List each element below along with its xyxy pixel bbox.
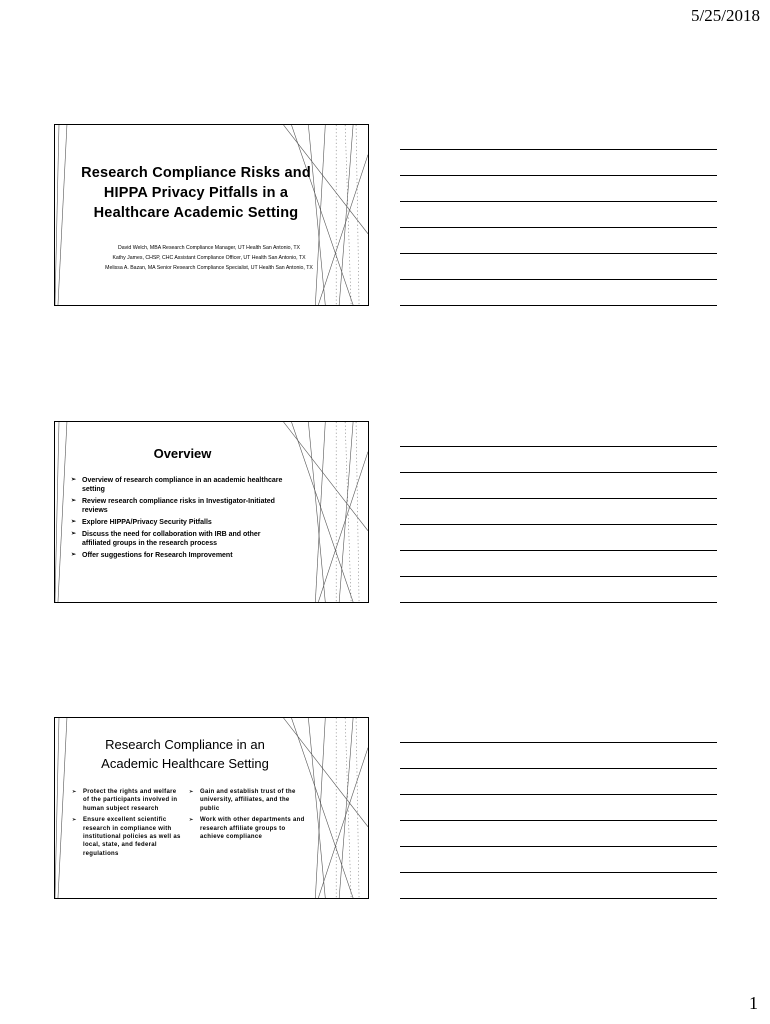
list-item	[72, 788, 184, 813]
bullet-text: Explore HIPPA/Privacy Security Pitfalls	[82, 519, 212, 526]
list-item	[189, 788, 309, 813]
list-item	[189, 816, 309, 841]
title-line: Research Compliance in an	[105, 737, 265, 752]
note-line	[400, 227, 717, 228]
bullet-text: Discuss the need for collaboration with IRB and other affiliated groups in the research process	[82, 531, 261, 547]
note-line	[400, 576, 717, 577]
slide-2-title: Overview	[153, 446, 212, 461]
list-item	[71, 551, 291, 560]
bullet-text: Overview of research compliance in an academic healthcare setting	[82, 477, 283, 493]
page-number: 1	[749, 993, 758, 1013]
note-line	[400, 846, 717, 847]
author-line: Kathy James, CHSP, CHC Assistant Compliance Officer, UT Health San Antonio, TX	[112, 255, 306, 261]
bullet-text: Protect the rights and welfare of the participants involved in human subject research	[83, 789, 178, 812]
slide-1-thumbnail	[54, 124, 369, 306]
note-line	[400, 253, 717, 254]
arrow-bullet-icon: ➢	[71, 531, 77, 537]
slide-3-right-bullet-list	[189, 788, 309, 844]
title-line: Academic Healthcare Setting	[101, 756, 269, 771]
arrow-bullet-icon: ➢	[189, 789, 194, 795]
note-line	[400, 446, 717, 447]
slide-1-title: Research Compliance Risks and HIPPA Privacy Pitfalls in a Healthcare Academic Setting	[81, 165, 311, 221]
note-line	[400, 305, 717, 306]
slide-2-bullet-list	[71, 476, 291, 563]
note-line	[400, 872, 717, 873]
bullet-text: Gain and establish trust of the university, affiliates, and the public	[200, 789, 296, 812]
note-line	[400, 602, 717, 603]
bullet-text: Review research compliance risks in Investigator-Initiated reviews	[82, 498, 275, 514]
note-line	[400, 820, 717, 821]
note-line	[400, 472, 717, 473]
note-line	[400, 768, 717, 769]
slide-1-authors	[59, 243, 359, 273]
arrow-bullet-icon: ➢	[189, 817, 194, 824]
note-line	[400, 898, 717, 899]
note-line	[400, 550, 717, 551]
arrow-bullet-icon: ➢	[72, 789, 77, 795]
note-line	[400, 149, 717, 150]
print-date: 5/25/2018	[691, 6, 760, 25]
author-line: Melissa A. Bazan, MA Senior Research Compliance Specialist, UT Health San Antonio, TX	[105, 265, 313, 271]
arrow-bullet-icon: ➢	[71, 552, 77, 558]
note-line	[400, 524, 717, 525]
arrow-bullet-icon: ➢	[71, 519, 77, 525]
note-line	[400, 175, 717, 176]
author-line: David Welch, MBA Research Compliance Manager, UT Health San Antonio, TX	[118, 245, 300, 251]
note-line	[400, 742, 717, 743]
arrow-bullet-icon: ➢	[72, 817, 77, 824]
list-item	[71, 476, 291, 494]
note-line	[400, 498, 717, 499]
slide-2-thumbnail	[54, 421, 369, 603]
bullet-text: Offer suggestions for Research Improvement	[82, 552, 233, 559]
bullet-text: Work with other departments and research affiliate groups to achieve compliance	[200, 817, 305, 841]
arrow-bullet-icon: ➢	[71, 477, 77, 483]
bullet-text: Ensure excellent scientific research in compliance with institutional policies as well as local, state, and federal regulations	[83, 817, 181, 857]
list-item	[71, 518, 291, 527]
slide-3-left-bullet-list	[72, 788, 184, 861]
list-item	[72, 816, 184, 858]
list-item	[71, 497, 291, 515]
note-line	[400, 279, 717, 280]
slide-3-title	[65, 735, 305, 773]
arrow-bullet-icon: ➢	[71, 498, 77, 504]
note-line	[400, 794, 717, 795]
slide-3-thumbnail	[54, 717, 369, 899]
list-item	[71, 530, 291, 548]
note-line	[400, 201, 717, 202]
